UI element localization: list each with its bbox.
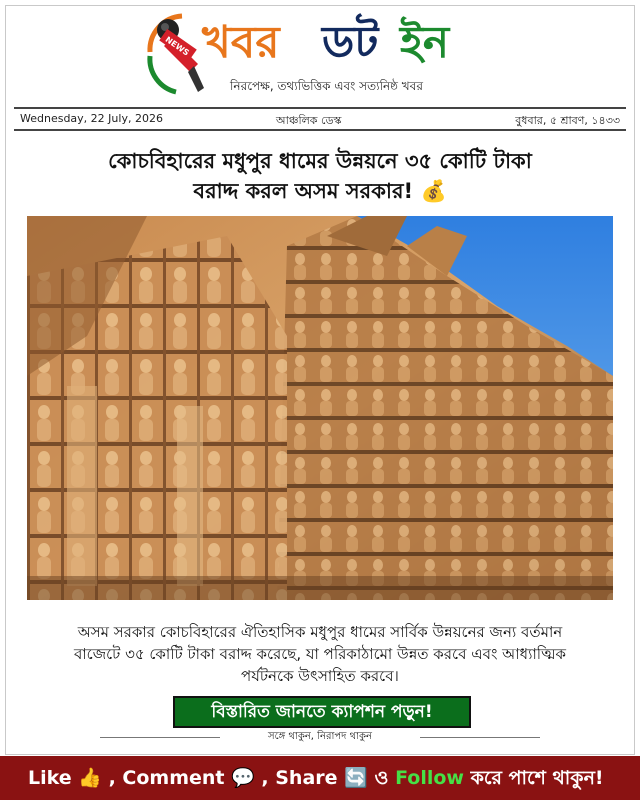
share-icon: 🔄 bbox=[344, 767, 368, 789]
follow-label[interactable]: Follow bbox=[395, 767, 464, 789]
tagline: নিরপেক্ষ, তথ্যভিত্তিক এবং সত্যনিষ্ঠ খবর bbox=[230, 79, 423, 93]
engagement-footer bbox=[0, 756, 640, 800]
article-body bbox=[40, 621, 600, 687]
english-date: Wednesday, 22 July, 2026 bbox=[20, 112, 163, 125]
read-caption-button[interactable]: বিস্তারিত জানতে ক্যাপশন পড়ুন! bbox=[173, 696, 471, 728]
thumbs-up-icon: 👍 bbox=[78, 767, 102, 789]
headline-line-2: বরাদ্দ করল অসম সরকার! bbox=[193, 179, 414, 203]
body-line-1: অসম সরকার কোচবিহারের ঐতিহাসিক মধুপুর ধামের সার্বিক উন্নয়নের জন্য বর্তমান bbox=[77, 623, 563, 641]
bengali-date: বুধবার, ৫ শ্রাবণ, ১৪৩৩ bbox=[515, 114, 620, 127]
logo-word-dot: ডট bbox=[322, 17, 379, 68]
speech-bubble-icon: 💬 bbox=[231, 767, 255, 789]
footer-tail: করে পাশে থাকুন! bbox=[470, 767, 604, 789]
body-line-3: পর্যটনকে উৎসাহিত করবে। bbox=[241, 667, 399, 685]
headline-line-1: কোচবিহারের মধুপুর ধামের উন্নয়নে ৩৫ কোটি টাকা bbox=[108, 149, 532, 173]
temple-photo bbox=[27, 216, 613, 600]
signoff bbox=[60, 729, 580, 745]
body-line-2: বাজেটে ৩৫ কোটি টাকা বরাদ্দ করেছে, যা পরিকাঠামো উন্নত করবে এবং আধ্যাত্মিক bbox=[73, 645, 567, 663]
logo-word-khobor: খবর bbox=[202, 17, 280, 68]
and-word: ও bbox=[374, 767, 389, 789]
mic-badge: NEWS bbox=[163, 34, 191, 58]
signoff-text: সঙ্গে থাকুন, নিরাপদ থাকুন bbox=[268, 731, 372, 742]
like-label[interactable]: Like bbox=[28, 767, 72, 789]
article-headline bbox=[20, 146, 620, 206]
desk-label: আঞ্চলিক ডেস্ক bbox=[276, 114, 342, 127]
logo-word-in: ইন bbox=[400, 17, 450, 68]
share-label[interactable]: , Share bbox=[261, 767, 338, 789]
comment-label[interactable]: , Comment bbox=[108, 767, 225, 789]
dateline-bar bbox=[14, 107, 626, 131]
money-bag-icon: 💰 bbox=[420, 179, 447, 203]
